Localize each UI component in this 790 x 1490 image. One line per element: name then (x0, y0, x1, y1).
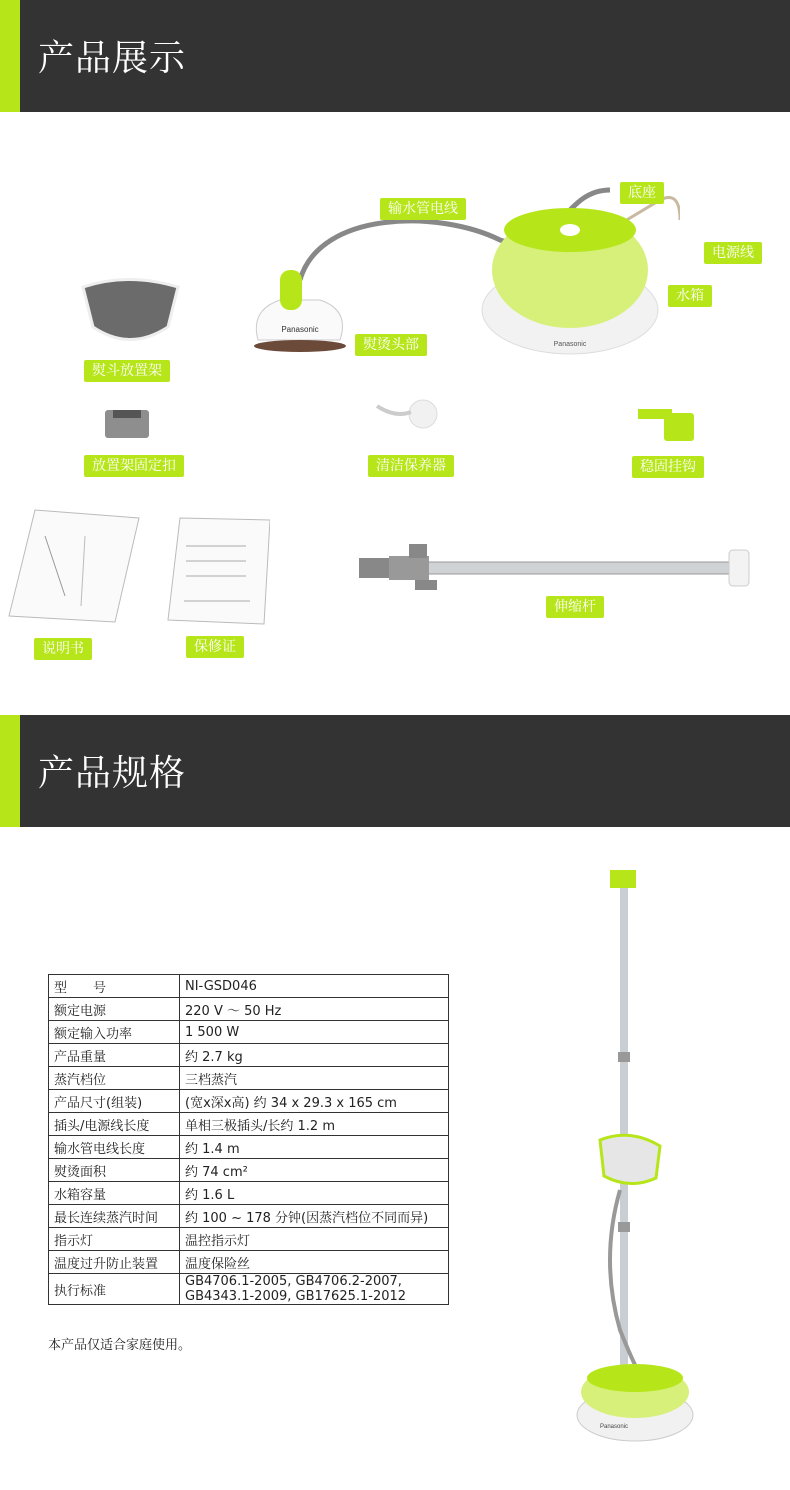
label-warranty: 保修证 (186, 636, 244, 658)
base-brand: Panasonic (553, 341, 587, 348)
label-hose-cord: 输水管电线 (380, 198, 466, 220)
label-base: 底座 (620, 182, 664, 204)
spec-key: 指示灯 (49, 1228, 180, 1251)
spec-value-line: GB4706.1-2005, GB4706.2-2007, (185, 1274, 402, 1289)
warranty-image (166, 516, 270, 626)
spec-key: 输水管电线长度 (49, 1136, 180, 1159)
spec-value: NI-GSD046 (180, 975, 449, 998)
spec-value: 约 1.4 m (180, 1136, 449, 1159)
spec-key: 蒸汽档位 (49, 1067, 180, 1090)
table-row (49, 1044, 449, 1067)
assembled-steamer-image (560, 860, 710, 1460)
spec-table (48, 974, 449, 1305)
label-water-tank: 水箱 (668, 285, 712, 307)
label-pole: 伸缩杆 (546, 596, 604, 618)
spec-value (180, 1274, 449, 1305)
spec-value: 三档蒸汽 (180, 1067, 449, 1090)
table-row (49, 1159, 449, 1182)
spec-value: 约 100 ~ 178 分钟(因蒸汽档位不同而异) (180, 1205, 449, 1228)
spec-key: 产品重量 (49, 1044, 180, 1067)
spec-key: 最长连续蒸汽时间 (49, 1205, 180, 1228)
label-iron-holder: 熨斗放置架 (84, 360, 170, 382)
table-row (49, 998, 449, 1021)
usage-note: 本产品仅适合家庭使用。 (48, 1338, 192, 1353)
spec-value: (宽x深x高) 约 34 x 29.3 x 165 cm (180, 1090, 449, 1113)
holder-clip-image (103, 406, 153, 442)
table-row (49, 1113, 449, 1136)
steamer-brand: Panasonic (600, 1424, 629, 1430)
spec-key: 熨烫面积 (49, 1159, 180, 1182)
spec-value: 220 V ～ 50 Hz (180, 998, 449, 1021)
spec-value-line: GB4343.1-2009, GB17625.1-2012 (185, 1289, 407, 1304)
spec-value: 约 1.6 L (180, 1182, 449, 1205)
spec-key: 产品尺寸(组装) (49, 1090, 180, 1113)
label-cleaner: 清洁保养器 (368, 455, 454, 477)
spec-key: 水箱容量 (49, 1182, 180, 1205)
section-header-specs (0, 715, 790, 827)
label-power-cord: 电源线 (704, 242, 762, 264)
spec-value: 温度保险丝 (180, 1251, 449, 1274)
spec-value: 约 74 cm² (180, 1159, 449, 1182)
label-manual: 说明书 (34, 638, 92, 660)
cleaner-image (375, 398, 445, 432)
manual-image (5, 506, 140, 624)
label-iron-head: 熨烫头部 (355, 334, 427, 356)
spec-key: 执行标准 (49, 1274, 180, 1305)
table-row (49, 1136, 449, 1159)
accent-bar (0, 0, 20, 112)
table-row (49, 1182, 449, 1205)
spec-value: 温控指示灯 (180, 1228, 449, 1251)
iron-holder-image (78, 272, 183, 352)
table-row (49, 1251, 449, 1274)
section-title: 产品规格 (38, 753, 187, 794)
table-row (49, 975, 449, 998)
pole-image (355, 540, 775, 596)
spec-key: 温度过升防止装置 (49, 1251, 180, 1274)
section-header-display (0, 0, 790, 112)
spec-value: 约 2.7 kg (180, 1044, 449, 1067)
table-row (49, 1021, 449, 1044)
section-title: 产品展示 (38, 38, 187, 79)
spec-key: 额定输入功率 (49, 1021, 180, 1044)
spec-key: 额定电源 (49, 998, 180, 1021)
label-holder-clip: 放置架固定扣 (84, 455, 184, 477)
table-row (49, 1067, 449, 1090)
table-row (49, 1228, 449, 1251)
spec-key: 型 号 (49, 975, 180, 998)
spec-value: 1 500 W (180, 1021, 449, 1044)
hook-image (634, 403, 700, 443)
iron-brand: Panasonic (281, 325, 319, 334)
accent-bar (0, 715, 20, 827)
spec-value: 单相三极插头/长约 1.2 m (180, 1113, 449, 1136)
table-row (49, 1205, 449, 1228)
label-hook: 稳固挂钩 (632, 456, 704, 478)
table-row (49, 1090, 449, 1113)
spec-key: 插头/电源线长度 (49, 1113, 180, 1136)
table-row (49, 1274, 449, 1305)
